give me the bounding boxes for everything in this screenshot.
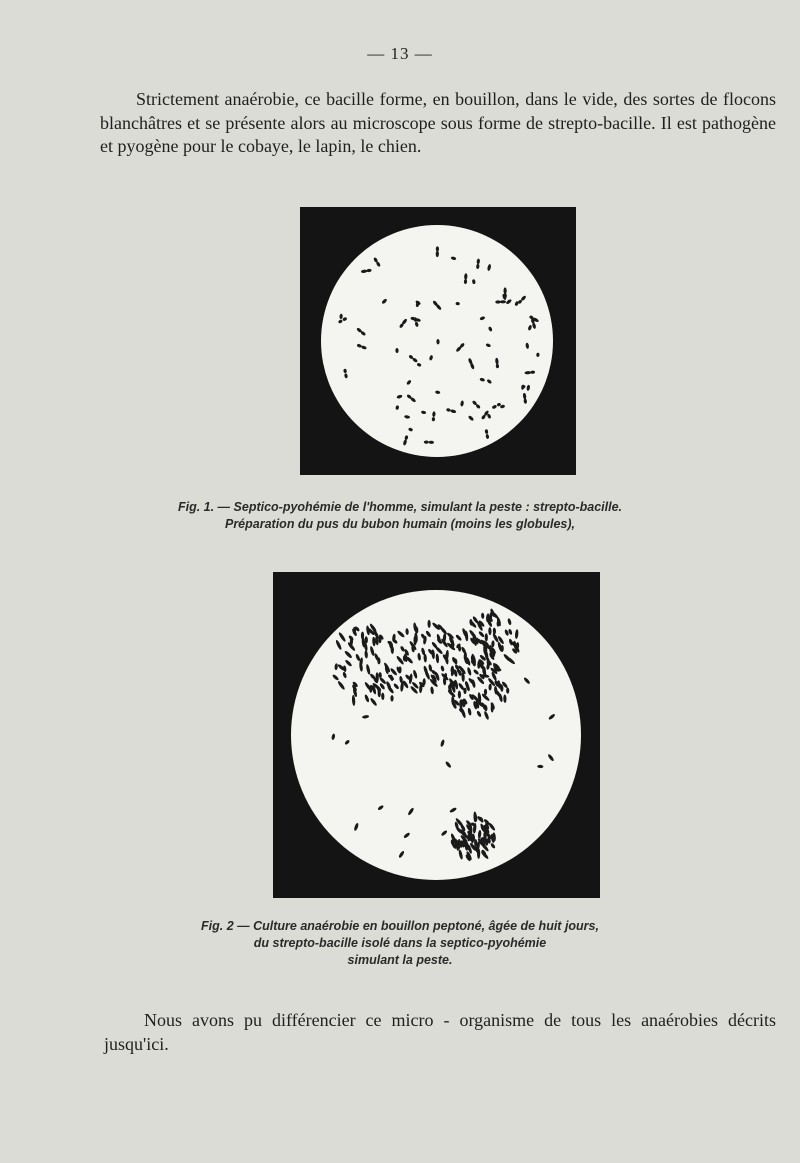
figure-2-caption-line3: simulant la peste. (347, 953, 453, 967)
page-number: — 13 — (367, 44, 433, 63)
closing-paragraph: Nous avons pu différencier ce micro - organisme de tous les anaérobies décrits jusqu'ici. (104, 1010, 776, 1054)
figure-2-caption-line2: du strepto-bacille isolé dans la septico-pyohémie (253, 936, 547, 950)
figure-1-caption-line1: Fig. 1. — Septico-pyohémie de l'homme, simulant la peste : strepto-bacille. (177, 500, 623, 514)
figure-1-micrograph (300, 207, 576, 475)
bacillus-mark (484, 689, 487, 695)
figure-2-image (273, 572, 600, 898)
bacillus-mark (436, 251, 439, 257)
figure-1-caption (0, 499, 800, 533)
figure-2-caption (0, 918, 800, 969)
figure-1-caption-line2: Préparation du pus du bubon humain (moins les globules), (224, 517, 575, 531)
figure-2-micrograph (273, 572, 600, 898)
figure-1-image (300, 207, 576, 475)
bacillus-mark (436, 246, 439, 251)
intro-paragraph: Strictement anaérobie, ce bacille forme, en bouillon, dans le vide, des sortes de flocons blanchâtres et se présente alors au microscope sous forme de strepto-bacille. Il est pathogène et pyogène pour le cobaye, le lapin, le chien. (100, 89, 776, 156)
bacillus-mark (390, 695, 393, 701)
figure-2-caption-line1: Fig. 2 — Culture anaérobie en bouillon peptoné, âgée de huit jours, (201, 919, 599, 933)
bacillus-mark (463, 688, 466, 694)
